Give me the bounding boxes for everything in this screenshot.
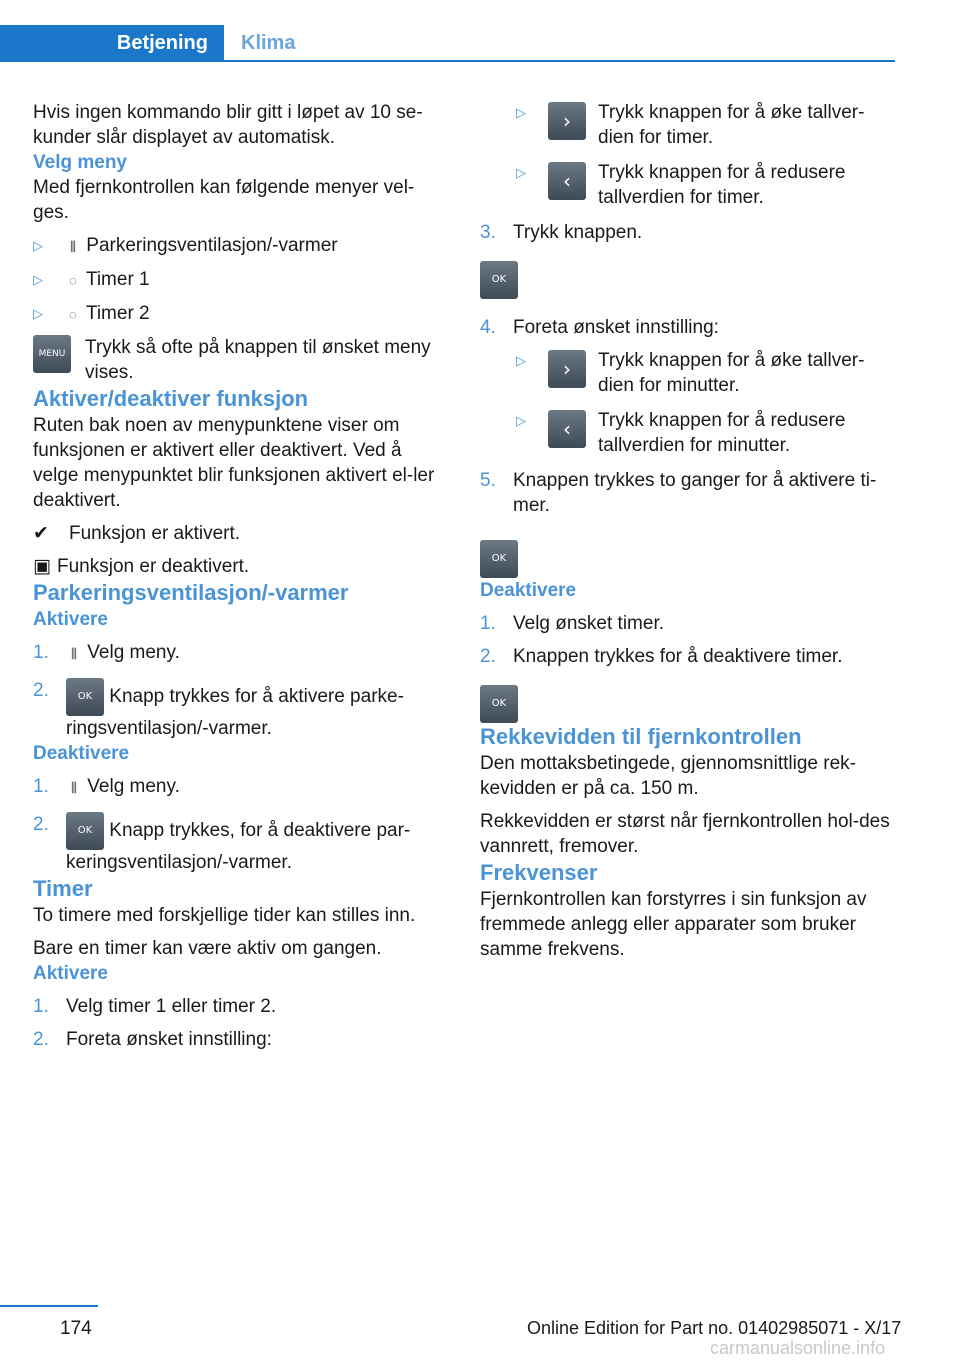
timer-icon: ◌ — [69, 307, 77, 322]
step-text: Knapp trykkes, for å deaktivere par-keringsventilasjon/-varmer. — [66, 820, 411, 873]
range-text-1: Den mottaksbetingede, gjennomsnittlige rek-kevidden er på ca. 150 m. — [480, 753, 856, 799]
timer-aktivere-heading: Aktivere — [33, 963, 108, 984]
menu-item-timer2 — [33, 301, 448, 327]
bullet-triangle-icon: ▷ — [516, 165, 526, 180]
step-text: Velg timer 1 eller timer 2. — [66, 996, 277, 1017]
step-number: 4. — [480, 317, 496, 338]
right-column — [480, 100, 898, 962]
menu-press-text: Trykk så ofte på knappen til ønsket meny vises. — [85, 337, 431, 383]
step-number: 1. — [480, 613, 496, 634]
ok-row-2 — [480, 540, 898, 578]
ok-button-icon: OK — [480, 685, 518, 723]
menu-item-parking — [33, 233, 448, 259]
step-text: Velg ønsket timer. — [513, 613, 665, 634]
status-inactive-row — [33, 554, 448, 579]
status-inactive-text: Funksjon er deaktivert. — [57, 556, 250, 577]
step-text: Velg meny. — [87, 642, 180, 663]
deaktivere-heading: Deaktivere — [33, 743, 130, 764]
header-rule — [0, 60, 895, 62]
ok-button-icon: OK — [480, 261, 518, 299]
right-deaktivere-step-2 — [480, 644, 898, 669]
bullet-triangle-icon: ▷ — [516, 353, 526, 368]
parking-heading: Parkeringsventilasjon/-varmer — [33, 580, 349, 605]
timer-step-2 — [33, 1027, 448, 1052]
empty-box-icon: ▣ — [33, 556, 51, 577]
menu-item-label: Timer 2 — [85, 303, 150, 324]
step-text: Knappen trykkes for å deaktivere timer. — [513, 646, 843, 667]
step-number: 5. — [480, 470, 496, 491]
watermark: carmanualsonline.info — [710, 1338, 886, 1358]
header-tabs — [0, 25, 895, 62]
ok-button-icon: OK — [66, 678, 104, 716]
step-text: Velg meny. — [87, 776, 180, 797]
freq-heading: Frekvenser — [480, 860, 598, 885]
ok-row-1 — [480, 261, 898, 299]
ventilation-icon: ⫼ — [70, 239, 76, 254]
intro-text: Hvis ingen kommando blir gitt i løpet av 10 se-kunder slår displayet av automatisk. — [33, 102, 423, 148]
bullet-triangle-icon: ▷ — [33, 272, 43, 287]
step-4 — [480, 315, 898, 340]
arrow-right-icon: › — [548, 102, 586, 140]
sub-text: Trykk knappen for å øke tallver-dien for minutter. — [598, 350, 865, 396]
aktivere-heading: Aktivere — [33, 609, 108, 630]
right-deaktivere-heading: Deaktivere — [480, 580, 577, 601]
step-text: Knappen trykkes to ganger for å aktivere ti-mer. — [513, 470, 877, 516]
deaktivere-step-2 — [33, 812, 448, 875]
step-5 — [480, 468, 898, 518]
step-number: 3. — [480, 222, 496, 243]
step-number: 1. — [33, 996, 49, 1017]
menu-item-timer1 — [33, 267, 448, 293]
menu-button-icon: MENU — [33, 335, 71, 373]
timer-step-1 — [33, 994, 448, 1019]
velg-meny-text: Med fjernkontrollen kan følgende menyer vel-ges. — [33, 177, 415, 223]
aktivere-step-2 — [33, 678, 448, 741]
deaktivere-step-1 — [33, 774, 448, 800]
sub-text: Trykk knappen for å redusere tallverdien for minutter. — [598, 410, 846, 456]
arrow-left-icon: ‹ — [548, 162, 586, 200]
sub-increase-minutes — [480, 348, 898, 400]
sub-text: Trykk knappen for å øke tallver-dien for timer. — [598, 102, 865, 148]
bullet-triangle-icon: ▷ — [516, 105, 526, 120]
timer-icon: ◌ — [69, 273, 77, 288]
checkmark-icon: ✔ — [33, 523, 49, 544]
sub-decrease-hours — [480, 160, 898, 212]
range-text-2: Rekkevidden er størst når fjernkontrollen hol-des vannrett, fremover. — [480, 811, 890, 857]
menu-press-row — [33, 335, 448, 385]
ok-button-icon: OK — [480, 540, 518, 578]
status-active-text: Funksjon er aktivert. — [69, 523, 241, 544]
menu-item-label: Timer 1 — [85, 269, 150, 290]
sub-decrease-minutes — [480, 408, 898, 460]
step-text: Foreta ønsket innstilling: — [66, 1029, 272, 1050]
timer-text-1: To timere med forskjellige tider kan stilles inn. — [33, 905, 416, 926]
step-number: 2. — [33, 680, 49, 701]
bullet-triangle-icon: ▷ — [33, 306, 43, 321]
page-number: 174 — [60, 1318, 92, 1339]
aktiver-heading: Aktiver/deaktiver funksjon — [33, 386, 309, 411]
tab-klima: Klima — [241, 32, 296, 54]
ventilation-icon: ⫼ — [71, 780, 77, 795]
aktivere-step-1 — [33, 640, 448, 666]
step-number: 1. — [33, 776, 49, 797]
velg-meny-heading: Velg meny — [33, 152, 127, 173]
tab-betjening: Betjening — [0, 25, 224, 62]
step-number: 2. — [33, 814, 49, 835]
sub-text: Trykk knappen for å redusere tallverdien for timer. — [598, 162, 846, 208]
timer-text-2: Bare en timer kan være aktiv om gangen. — [33, 938, 382, 959]
step-text: Foreta ønsket innstilling: — [513, 317, 719, 338]
ok-row-3 — [480, 685, 898, 723]
timer-heading: Timer — [33, 876, 93, 901]
step-text: Knapp trykkes for å aktivere parke-ringsventilasjon/-varmer. — [66, 686, 404, 739]
step-number: 2. — [33, 1029, 49, 1050]
edition-text: Online Edition for Part no. 01402985071 - X/17 — [527, 1318, 902, 1338]
range-heading: Rekkevidden til fjernkontrollen — [480, 724, 802, 749]
menu-item-label: Parkeringsventilasjon/-varmer — [86, 235, 338, 256]
arrow-left-icon: ‹ — [548, 410, 586, 448]
right-deaktivere-step-1 — [480, 611, 898, 636]
left-column — [33, 100, 448, 1052]
step-text: Trykk knappen. — [513, 222, 643, 243]
step-3 — [480, 220, 898, 245]
status-active-row — [33, 521, 448, 546]
bullet-triangle-icon: ▷ — [516, 413, 526, 428]
arrow-right-icon: › — [548, 350, 586, 388]
step-number: 1. — [33, 642, 49, 663]
sub-increase-hours — [480, 100, 898, 152]
ok-button-icon: OK — [66, 812, 104, 850]
footer-rule — [0, 1305, 98, 1307]
step-number: 2. — [480, 646, 496, 667]
aktiver-text: Ruten bak noen av menypunktene viser om funksjonen er aktivert eller deaktivert. Ved å velge menypunktet blir funksjonen aktivert el-ler deaktivert. — [33, 415, 435, 511]
ventilation-icon: ⫼ — [71, 646, 77, 661]
bullet-triangle-icon: ▷ — [33, 238, 43, 253]
freq-text: Fjernkontrollen kan forstyrres i sin funksjon av fremmede anlegg eller apparater som bruker samme frekvens. — [480, 889, 867, 960]
